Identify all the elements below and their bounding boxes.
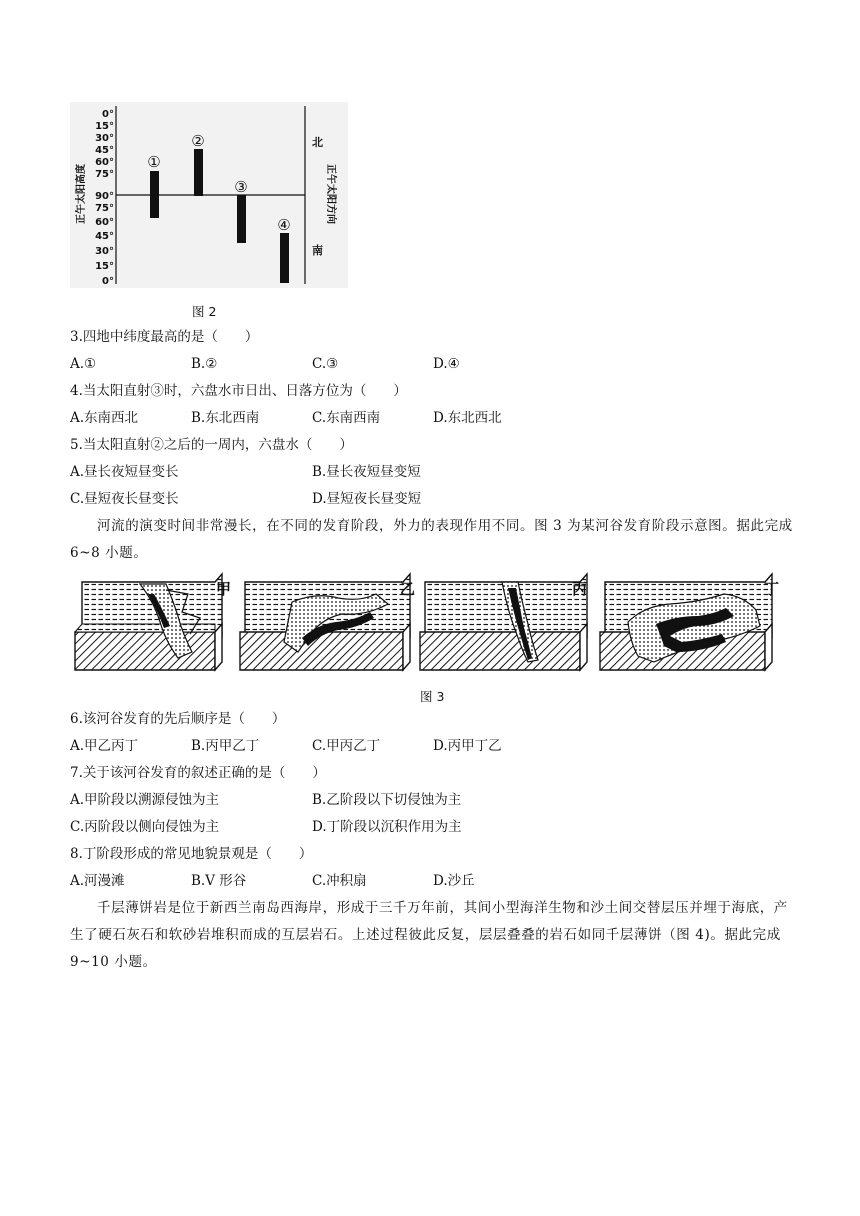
- question-6-option-b: B.丙甲乙丁: [191, 738, 260, 754]
- question-8-stem: 8.丁阶段形成的常见地貌景观是（ ）: [70, 846, 313, 862]
- question-7-option-b: B.乙阶段以下切侵蚀为主: [312, 792, 462, 808]
- bar-3: [237, 195, 246, 243]
- bar-2: [194, 149, 203, 196]
- question-6-option-a: A.甲乙丙丁: [70, 738, 139, 754]
- question-7-stem: 7.关于该河谷发育的叙述正确的是（ ）: [70, 765, 326, 781]
- question-6-stem: 6.该河谷发育的先后顺序是（ ）: [70, 711, 286, 727]
- label-jia: 甲: [216, 580, 232, 598]
- tick-lower-5: 0°: [102, 276, 114, 287]
- block-yi: [240, 574, 410, 670]
- question-4-option-d: D.东北西北: [433, 410, 502, 426]
- label-yi: 乙: [400, 580, 416, 598]
- question-3-option-b: B.②: [191, 356, 218, 372]
- marker-3: ③: [234, 178, 248, 196]
- marker-1: ①: [147, 153, 161, 171]
- question-7-option-d: D.丁阶段以沉积作用为主: [312, 819, 462, 835]
- paragraph-pancake-rocks: 千层薄饼岩是位于新西兰南岛西海岸，形成于三千万年前，其间小型海洋生物和沙土间交替层压并埋于海底，产生了硬石灰石和软砂岩堆积而成的互层岩石。上述过程彼此反复，层层叠叠的岩石如同千层薄饼（图 4)。据此完成 9~10 小题。: [70, 900, 788, 970]
- question-3-option-d: D.④: [433, 356, 460, 372]
- marker-2: ②: [191, 132, 205, 150]
- north-label: 北: [312, 136, 323, 149]
- question-4-stem: 4.当太阳直射③时，六盘水市日出、日落方位为（ ）: [70, 383, 407, 399]
- question-6-option-d: D.丙甲丁乙: [433, 738, 502, 754]
- question-8-option-c: C.冲积扇: [312, 873, 367, 889]
- figure-2-caption: 图 2: [192, 304, 217, 319]
- marker-4: ④: [277, 216, 291, 234]
- bar-4: [280, 233, 289, 283]
- south-label: 南: [312, 244, 323, 257]
- question-4-option-b: B.东北西南: [191, 410, 260, 426]
- question-7-option-a: A.甲阶段以溯源侵蚀为主: [70, 792, 220, 808]
- figure-3-caption: 图 3: [420, 689, 445, 704]
- figure-2-diagram: [70, 102, 348, 288]
- question-3-option-c: C.③: [312, 356, 339, 372]
- question-4-option-c: C.东南西南: [312, 410, 381, 426]
- tick-upper-2: 30°: [95, 133, 114, 144]
- question-5-option-b: B.昼长夜短昼变短: [312, 464, 421, 480]
- question-5-option-c: C.昼短夜长昼变长: [70, 491, 179, 507]
- left-axis-label: 正午太阳高度: [76, 164, 87, 224]
- question-8-option-a: A.河漫滩: [70, 873, 125, 889]
- tick-lower-1: 60°: [95, 217, 114, 228]
- figure-3-diagram: [70, 572, 818, 674]
- tick-lower-3: 30°: [95, 246, 114, 257]
- question-3-option-a: A.①: [70, 356, 97, 372]
- question-3-stem: 3.四地中纬度最高的是（ ）: [70, 329, 259, 345]
- bar-1: [150, 171, 159, 218]
- paragraph-river-intro: 河流的演变时间非常漫长，在不同的发育阶段，外力的表现作用不同。图 3 为某河谷发育阶段示意图。据此完成 6~8 小题。: [70, 518, 793, 561]
- figure-3: [70, 572, 818, 674]
- question-8-option-d: D.沙丘: [433, 873, 475, 889]
- right-axis-label: 正午太阳方向: [325, 164, 336, 224]
- tick-lower-0: 75°: [95, 203, 114, 214]
- question-5-stem: 5.当太阳直射②之后的一周内，六盘水（ ）: [70, 437, 353, 453]
- question-7-option-c: C.丙阶段以侧向侵蚀为主: [70, 819, 220, 835]
- question-5-option-d: D.昼短夜长昼变短: [312, 491, 422, 507]
- question-6-option-c: C.甲丙乙丁: [312, 738, 381, 754]
- tick-upper-1: 15°: [95, 121, 114, 132]
- question-8-option-b: B.V 形谷: [191, 873, 247, 889]
- question-5-option-a: A.昼长夜短昼变长: [70, 464, 179, 480]
- tick-upper-3: 45°: [95, 145, 114, 156]
- tick-upper-0: 0°: [102, 109, 114, 120]
- label-ding: 丁: [764, 580, 780, 598]
- figure-2: [70, 102, 348, 288]
- block-jia: [75, 574, 222, 670]
- tick-upper-4: 60°: [95, 157, 114, 168]
- question-4-option-a: A.东南西北: [70, 410, 139, 426]
- block-ding: [600, 574, 772, 670]
- tick-upper-5: 75°: [95, 169, 114, 180]
- tick-lower-2: 45°: [95, 231, 114, 242]
- label-bing: 丙: [572, 580, 588, 598]
- tick-upper-6: 90°: [95, 191, 114, 202]
- block-bing: [420, 574, 587, 670]
- tick-lower-4: 15°: [95, 261, 114, 272]
